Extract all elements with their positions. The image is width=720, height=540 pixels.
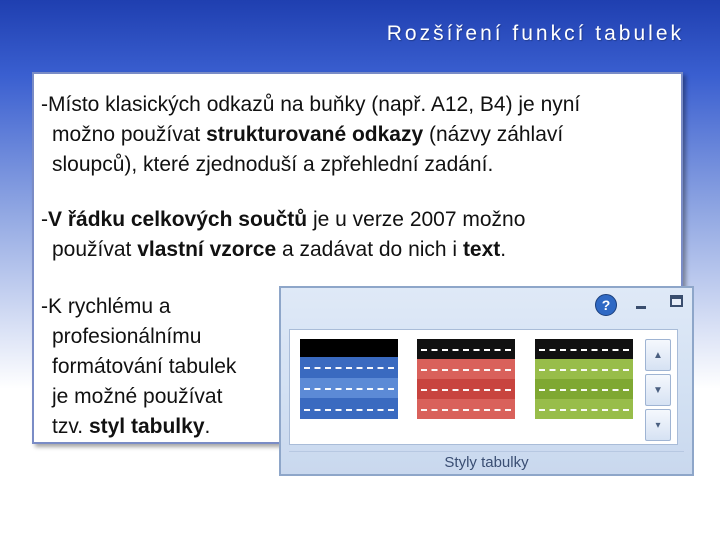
swatch-row [535, 399, 633, 419]
text-line [41, 415, 210, 438]
text: . [204, 415, 211, 438]
swatch-row [417, 359, 515, 379]
gallery-scrollbar [645, 339, 671, 441]
group-label: Styly tabulky [444, 454, 529, 471]
text: (názvy záhlaví [423, 123, 564, 146]
bold-text: vlastní vzorce [137, 238, 277, 261]
scroll-up-button[interactable]: ▲ [645, 339, 671, 371]
paragraph-table-style [41, 292, 281, 442]
table-styles-ribbon [279, 286, 694, 476]
text: . [500, 238, 507, 261]
slide-title: Rozšíření funkcí tabulek [386, 22, 684, 45]
text: je možné používat [52, 385, 223, 408]
text: formátování tabulek [52, 355, 237, 378]
swatch-row [417, 379, 515, 399]
text: -Místo klasických odkazů na buňky (např. A12, B4) je nyní [41, 93, 581, 116]
bold-text: V řádku celkových součtů [48, 208, 308, 231]
swatch-row [300, 357, 398, 378]
more-styles-button[interactable]: ▾ [645, 409, 671, 441]
text: je u verze 2007 možno [307, 208, 526, 231]
text: tzv. [52, 415, 89, 438]
paragraph-structured-references [41, 90, 671, 180]
text: používat [52, 238, 138, 261]
minimize-icon[interactable] [636, 306, 646, 309]
text: - [41, 208, 48, 231]
ribbon-divider [289, 451, 684, 452]
bold-text: text [462, 238, 501, 261]
text-line [41, 123, 563, 146]
bold-text: strukturované odkazy [206, 123, 424, 146]
text-line [41, 238, 506, 261]
text: a zadávat do nich i [276, 238, 463, 261]
text: profesionálnímu [52, 325, 202, 348]
restore-window-icon[interactable] [670, 295, 683, 307]
bold-text: styl tabulky [88, 415, 205, 438]
text: možno používat [52, 123, 207, 146]
swatch-row [535, 379, 633, 399]
swatch-row [417, 339, 515, 359]
text: -K rychlému a [41, 295, 171, 318]
text: sloupců), které zjednoduší a zpřehlední zadání. [52, 153, 494, 176]
scroll-down-button[interactable]: ▼ [645, 374, 671, 406]
paragraph-total-row [41, 205, 671, 265]
help-icon[interactable]: ? [595, 294, 617, 316]
table-style-red[interactable] [417, 339, 515, 419]
swatch-row [535, 339, 633, 359]
swatch-row [300, 398, 398, 419]
swatch-row [300, 378, 398, 399]
table-style-green[interactable] [535, 339, 633, 419]
table-style-blue[interactable] [300, 357, 398, 419]
swatch-row [535, 359, 633, 379]
table-styles-gallery [289, 329, 678, 445]
swatch-row [417, 399, 515, 419]
